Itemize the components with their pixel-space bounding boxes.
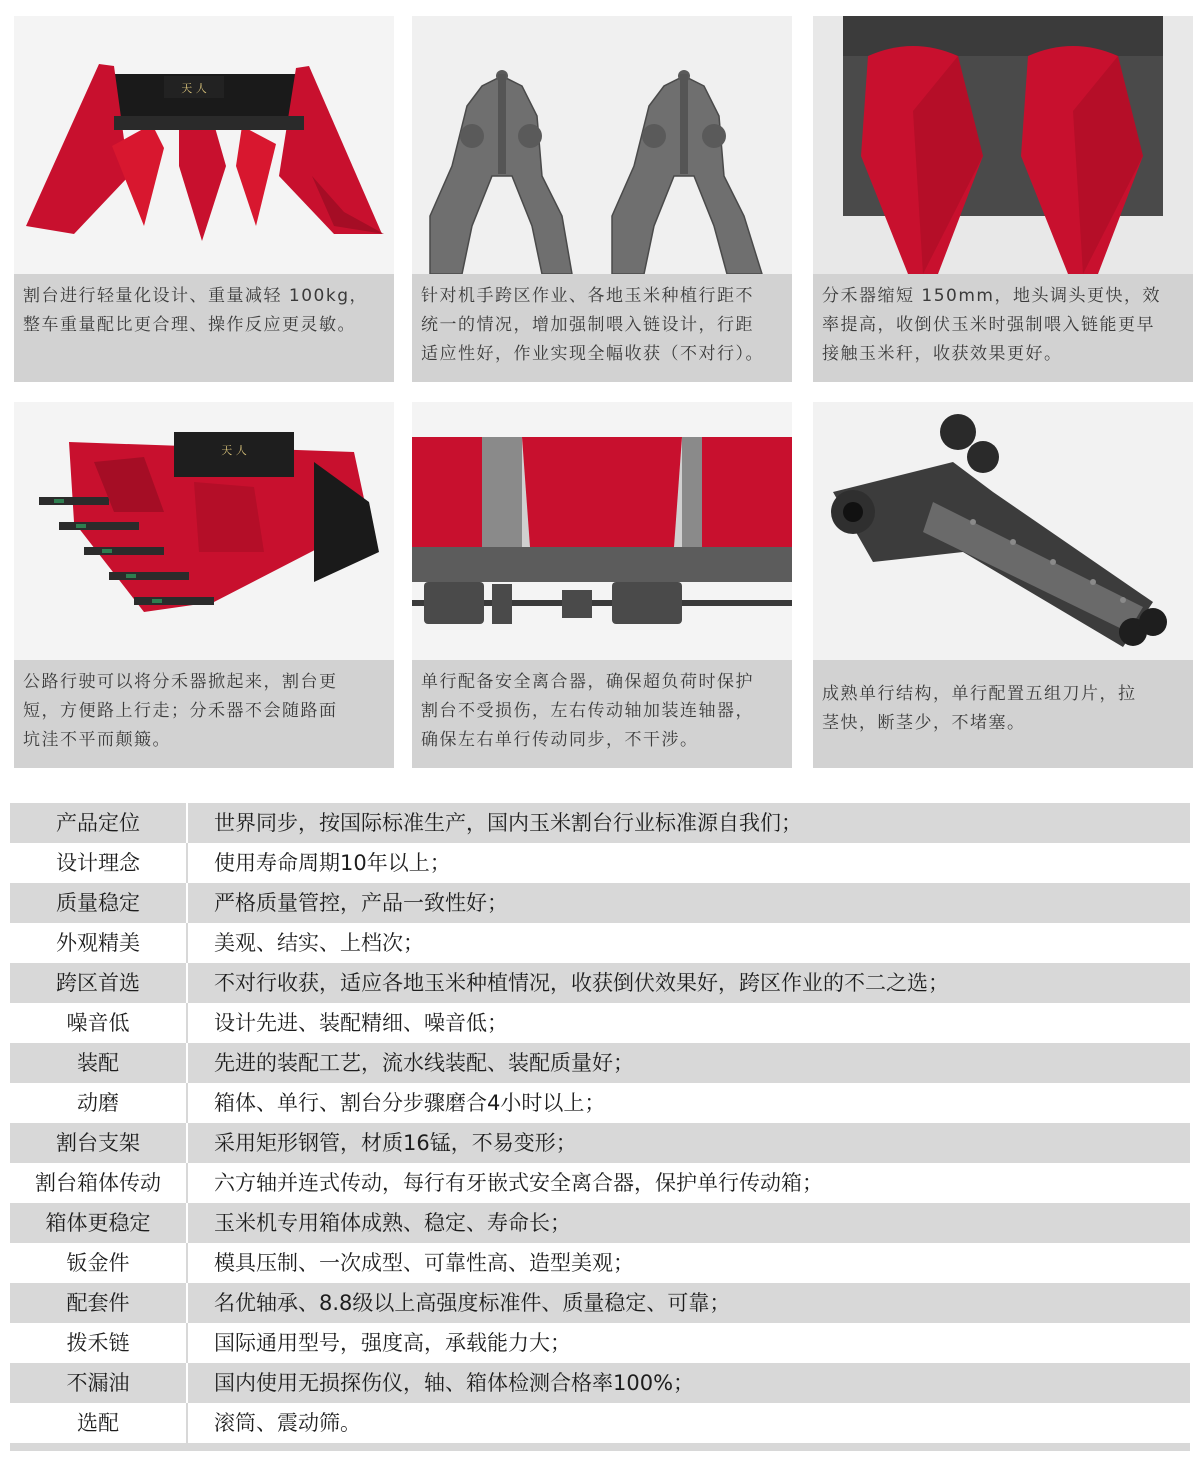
feature-card-short-divider [813,16,1193,382]
feature-caption: 单行配备安全离合器，确保超负荷时保护 割台不受损伤，左右传动轴加装连轴器， 确保左右单行传动同步，不干涉。 [412,660,792,768]
clutch-shaft-photo [412,402,792,660]
spec-key: 外观精美 [10,923,188,963]
feature-caption: 割台进行轻量化设计、重量减轻 100kg， 整车重量配比更合理、操作反应更灵敏。 [14,274,394,382]
spec-row [10,843,1190,883]
gear-frame-photo [412,16,792,274]
feature-card-safety-clutch [412,402,792,768]
row-unit-gearbox-photo [813,402,1193,660]
spec-key: 动磨 [10,1083,188,1123]
spec-row [10,1323,1190,1363]
spec-key: 不漏油 [10,1363,188,1403]
table-footer-bar [10,1443,1190,1451]
spec-value: 名优轴承、8.8级以上高强度标准件、质量稳定、可靠； [214,1291,731,1315]
spec-value: 六方轴并连式传动，每行有牙嵌式安全离合器，保护单行传动箱； [214,1171,823,1195]
spec-value: 玉米机专用箱体成熟、稳定、寿命长； [214,1211,571,1235]
spec-row [10,1083,1190,1123]
spec-row [10,1283,1190,1323]
feature-card-feed-chain [412,16,792,382]
spec-key: 装配 [10,1043,188,1083]
brand-logo: 天 人 [181,82,207,95]
spec-key: 选配 [10,1403,188,1443]
spec-row [10,1243,1190,1283]
spec-value: 先进的装配工艺，流水线装配、装配质量好； [214,1051,634,1075]
spec-key: 设计理念 [10,843,188,883]
spec-key: 钣金件 [10,1243,188,1283]
spec-value: 滚筒、震动筛。 [214,1411,361,1435]
spec-table [10,803,1190,1451]
spec-value: 采用矩形钢管，材质16锰，不易变形； [214,1131,577,1155]
spec-row [10,1123,1190,1163]
feature-caption: 公路行驶可以将分禾器掀起来，割台更 短，方便路上行走；分禾器不会随路面 坑洼不平而颠簸。 [14,660,394,768]
feature-caption: 分禾器缩短 150mm，地头调头更快，效 率提高，收倒伏玉米时强制喂入链能更早 接触玉米秆，收获效果更好。 [813,274,1193,382]
feature-card-row-unit [813,402,1193,768]
spec-value: 国内使用无损探伤仪，轴、箱体检测合格率100%； [214,1371,695,1395]
spec-value: 使用寿命周期10年以上； [214,851,451,875]
spec-row [10,1203,1190,1243]
spec-row [10,1363,1190,1403]
feature-card-foldable-divider [14,402,394,768]
spec-value: 国际通用型号，强度高，承载能力大； [214,1331,571,1355]
spec-row [10,1003,1190,1043]
spec-key: 产品定位 [10,803,188,843]
spec-value: 美观、结实、上档次； [214,931,424,955]
spec-value: 箱体、单行、割台分步骤磨合4小时以上； [214,1091,606,1115]
divider-closeup-photo [813,16,1193,274]
spec-key: 配套件 [10,1283,188,1323]
feature-caption: 针对机手跨区作业、各地玉米种植行距不 统一的情况，增加强制喂入链设计，行距 适应性好，作业实现全幅收获（不对行）。 [412,274,792,382]
spec-key: 噪音低 [10,1003,188,1043]
spec-value: 世界同步，按国际标准生产，国内玉米割台行业标准源自我们； [214,811,802,835]
spec-key: 拨禾链 [10,1323,188,1363]
spec-row [10,923,1190,963]
spec-key: 质量稳定 [10,883,188,923]
spec-row [10,963,1190,1003]
spec-row [10,1043,1190,1083]
spec-value: 不对行收获，适应各地玉米种植情况，收获倒伏效果好，跨区作业的不二之选； [214,971,949,995]
spec-row [10,1403,1190,1443]
spec-value: 设计先进、装配精细、噪音低； [214,1011,508,1035]
svg-text:天 人: 天 人 [221,444,247,457]
header-side-view-photo [14,402,394,660]
spec-row [10,803,1190,843]
spec-key: 箱体更稳定 [10,1203,188,1243]
feature-card-lightweight [14,16,394,382]
spec-value: 严格质量管控，产品一致性好； [214,891,508,915]
spec-row [10,1163,1190,1203]
red-header-photo [14,16,394,274]
spec-row [10,883,1190,923]
feature-caption: 成熟单行结构，单行配置五组刀片，拉 茎快，断茎少，不堵塞。 [813,660,1193,768]
spec-value: 模具压制、一次成型、可靠性高、造型美观； [214,1251,634,1275]
spec-key: 跨区首选 [10,963,188,1003]
spec-key: 割台支架 [10,1123,188,1163]
spec-key: 割台箱体传动 [10,1163,188,1203]
